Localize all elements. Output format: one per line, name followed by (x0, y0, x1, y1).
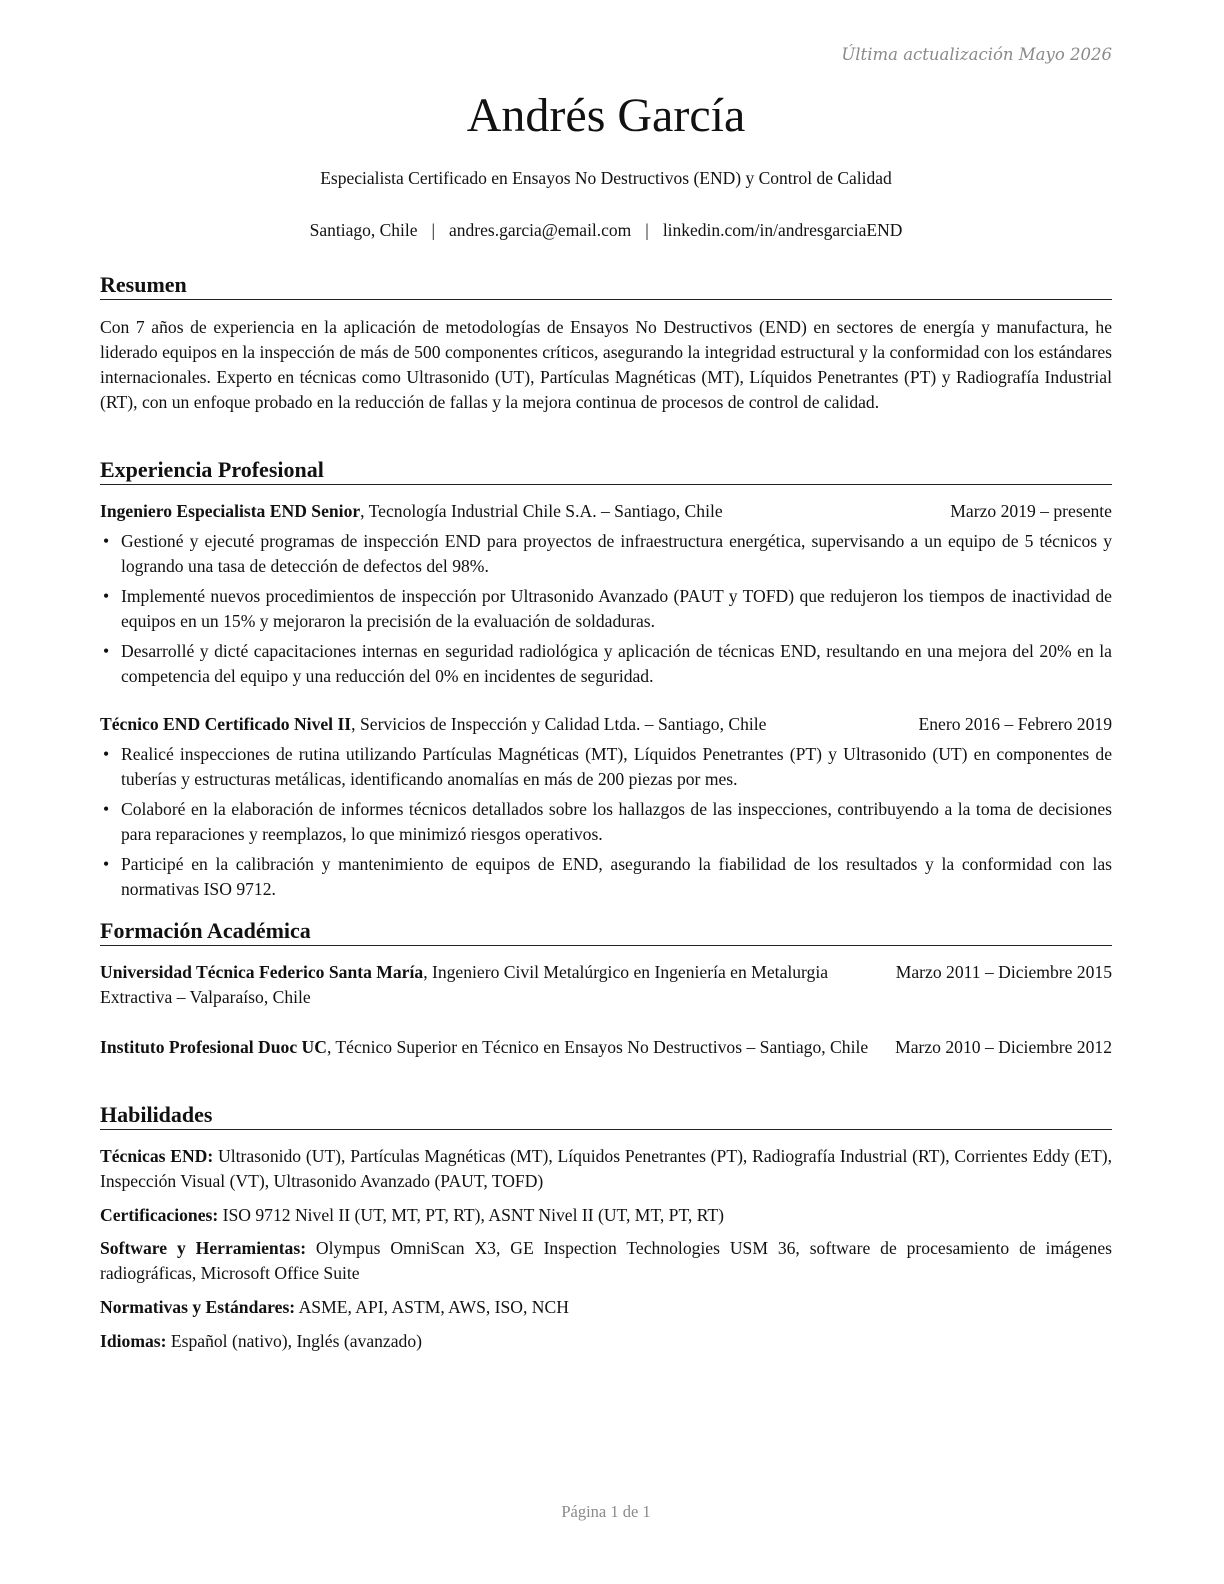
job-company: , Servicios de Inspección y Calidad Ltda. – Santiago, Chile (351, 714, 767, 734)
section-title-skills: Habilidades (100, 1102, 1112, 1130)
skill-item (100, 1295, 1112, 1320)
skill-value: Olympus OmniScan X3, GE Inspection Technologies USM 36, software de procesamiento de imágenes radiográficas, Microsoft Office Suite (100, 1238, 1112, 1283)
skill-value: Ultrasonido (UT), Partículas Magnéticas (MT), Líquidos Penetrantes (PT), Radiografía Industrial (RT), Corrientes Eddy (ET), Inspección Visual (VT), Ultrasonido Avanzado (PAUT, TOFD) (100, 1146, 1112, 1191)
job-company: , Tecnología Industrial Chile S.A. – Santiago, Chile (360, 501, 723, 521)
skill-label: Técnicas END: (100, 1146, 214, 1166)
skill-label: Idiomas: (100, 1331, 167, 1351)
job-bullet: • Participé en la calibración y mantenimiento de equipos de END, asegurando la fiabilidad de los resultados y la conformidad con las normativas ISO 9712. (100, 852, 1112, 902)
skill-item (100, 1203, 1112, 1228)
job-bullet: • Gestioné y ejecuté programas de inspección END para proyectos de infraestructura energética, supervisando a un equipo de 5 técnicos y logrando una tasa de detección de defectos del 98%. (100, 529, 1112, 579)
contact-location: Santiago, Chile (309, 220, 418, 240)
resume-page (100, 0, 1112, 1584)
job-header (100, 712, 1112, 737)
education-item (100, 960, 1112, 1010)
education-school: Instituto Profesional Duoc UC (100, 1037, 327, 1057)
summary-text: Con 7 años de experiencia en la aplicación de metodologías de Ensayos No Destructivos (END) en sectores de energía y manufactura, he liderado equipos en la inspección de más de 500 componentes críticos, asegurando la integridad estructural y la conformidad con los estándares internacionales. Experto en técnicas como Ultrasonido (UT), Partículas Magnéticas (MT), Líquidos Penetrantes (PT) y Radiografía Industrial (RT), con un enfoque probado en la reducción de fallas y la mejora continua de procesos de control de calidad. (100, 317, 1112, 412)
education-dates: Marzo 2011 – Diciembre 2015 (895, 962, 1112, 982)
section-title-summary: Resumen (100, 272, 1112, 300)
education-item (100, 1035, 1112, 1060)
section-title-experience: Experiencia Profesional (100, 457, 1112, 485)
skill-label: Certificaciones: (100, 1205, 219, 1225)
section-title-education: Formación Académica (100, 918, 1112, 946)
job-bullet: • Implementé nuevos procedimientos de inspección por Ultrasonido Avanzado (PAUT y TOFD) que redujeron los tiempos de inactividad de equipos en un 15% y mejoraron la precisión de la evaluación de soldaduras. (100, 584, 1112, 634)
education-school: Universidad Técnica Federico Santa María (100, 962, 424, 982)
person-name: Andrés García (466, 89, 746, 142)
job-header (100, 499, 1112, 524)
page-number: Página 1 de 1 (561, 1502, 651, 1521)
education-degree: , Técnico Superior en Técnico en Ensayos No Destructivos – Santiago, Chile (326, 1037, 869, 1057)
contact-linkedin[interactable]: linkedin.com/in/andresgarciaEND (662, 220, 903, 240)
skill-item (100, 1144, 1112, 1194)
job-role: Técnico END Certificado Nivel II (100, 714, 352, 734)
job-bullets (100, 742, 1112, 907)
job-dates: Enero 2016 – Febrero 2019 (918, 714, 1112, 734)
professional-title: Especialista Certificado en Ensayos No Destructivos (END) y Control de Calidad (320, 168, 892, 188)
job-bullet: • Colaboré en la elaboración de informes técnicos detallados sobre los hallazgos de las inspecciones, contribuyendo a la toma de decisiones para reparaciones y reemplazos, lo que minimizó riesgos operativos. (100, 797, 1112, 847)
job-bullet: • Desarrollé y dicté capacitaciones internas en seguridad radiológica y aplicación de técnicas END, resultando en una mejora del 20% en la competencia del equipo y una reducción del 0% en incidentes de seguridad. (100, 639, 1112, 689)
job-bullets (100, 529, 1112, 694)
job-bullet: • Realicé inspecciones de rutina utilizando Partículas Magnéticas (MT), Líquidos Penetrantes (PT) y Ultrasonido (UT) en componentes de tuberías y estructuras metálicas, identificando anomalías en más de 200 piezas por mes. (100, 742, 1112, 792)
skill-value: ISO 9712 Nivel II (UT, MT, PT, RT), ASNT Nivel II (UT, MT, PT, RT) (218, 1205, 724, 1225)
job-role: Ingeniero Especialista END Senior (100, 501, 361, 521)
contact-separator: | (645, 220, 649, 240)
education-dates: Marzo 2010 – Diciembre 2012 (895, 1037, 1112, 1057)
education-degree: , Ingeniero Civil Metalúrgico en Ingeniería en Metalurgia Extractiva – Valparaíso, Chile (100, 962, 829, 1007)
contact-separator: | (431, 220, 436, 240)
skill-item (100, 1236, 1112, 1286)
contact-email[interactable]: andres.garcia@email.com (449, 220, 632, 240)
skill-label: Normativas y Estándares: (100, 1297, 296, 1317)
last-updated: Última actualización Mayo 2026 (841, 45, 1112, 64)
contact-line (100, 220, 1112, 241)
skill-value: ASME, API, ASTM, AWS, ISO, NCH (295, 1297, 569, 1317)
job-dates: Marzo 2019 – presente (950, 501, 1112, 521)
skill-label: Software y Herramientas: (100, 1238, 307, 1258)
skill-item (100, 1329, 1112, 1354)
skill-value: Español (nativo), Inglés (avanzado) (166, 1331, 422, 1351)
